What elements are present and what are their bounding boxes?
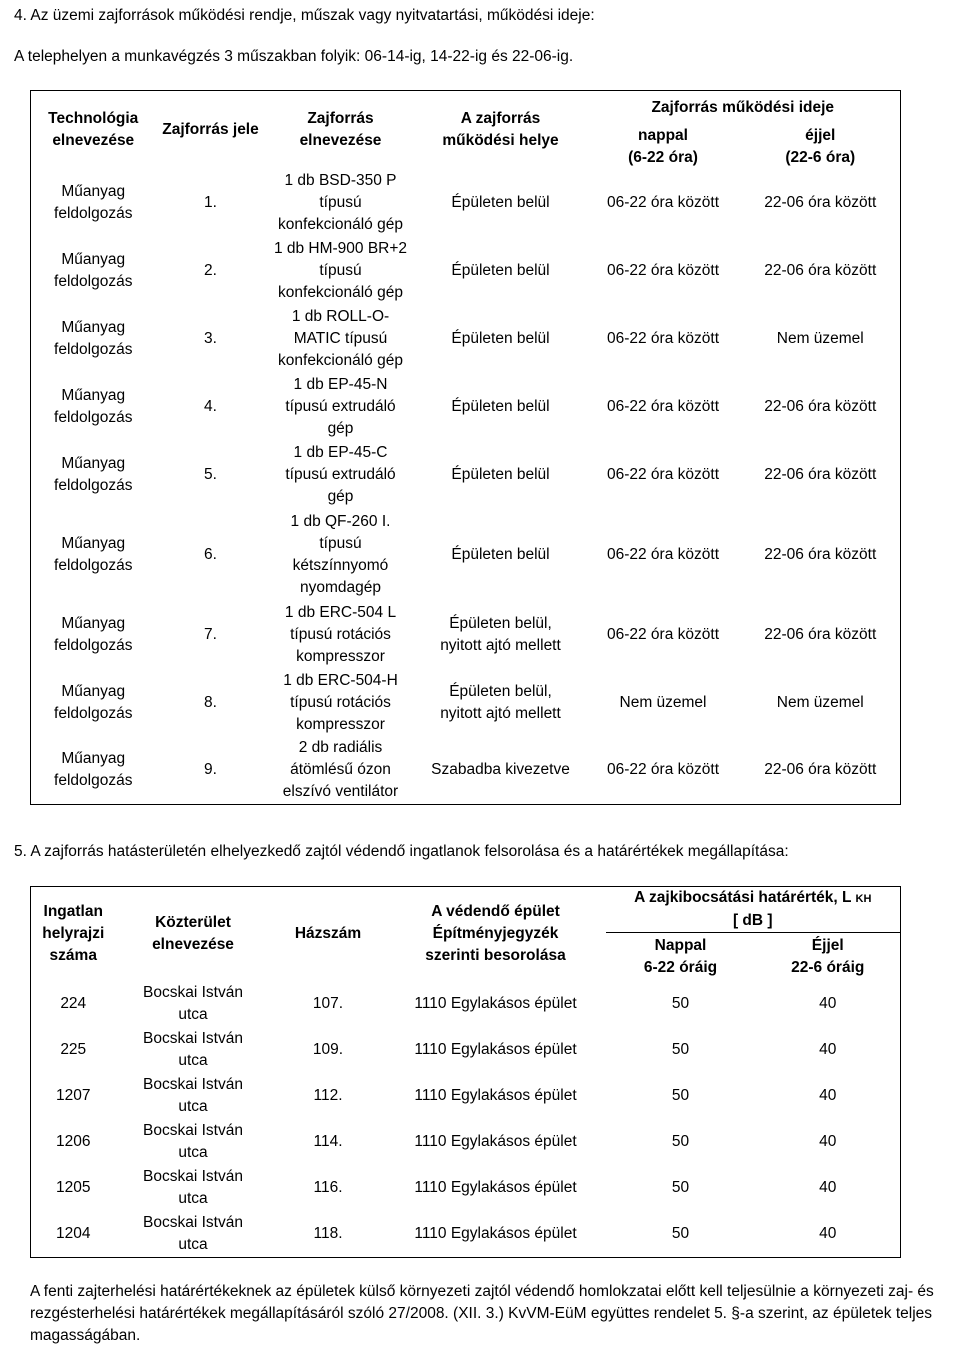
night-time-cell: Nem üzemel (776, 329, 864, 347)
category-cell: 1110 Egylakásos épület (414, 1225, 577, 1243)
table-row (31, 669, 901, 737)
day-time-cell: 06-22 óra között (606, 625, 719, 643)
house-number-cell: 109. (312, 1040, 344, 1058)
location-cell: Épületen belül (451, 397, 550, 415)
header-operating-time: Zajforrás működési ideje (651, 98, 835, 116)
source-name-cell: 1 db QF-260 I. típusú kétszínnyomó nyomdagép (290, 512, 391, 596)
section5-heading: 5. A zajforrás hatásterületén elhelyezkedő zajtól védendő ingatlanok felsorolása és a határértékek megállapítása: (14, 843, 789, 860)
table-row (31, 169, 901, 237)
header-category: A védendő épület Építményjegyzék szerinti besorolása (425, 902, 566, 964)
night-time-cell: 22-06 óra között (764, 193, 877, 211)
day-time-cell: 06-22 óra között (606, 397, 719, 415)
category-cell: 1110 Egylakásos épület (414, 1179, 577, 1197)
street-cell: Bocskai István utca (143, 1214, 243, 1254)
parcel-cell: 225 (60, 1040, 87, 1058)
technology-cell: Műanyag feldolgozás (54, 534, 133, 574)
limit-day-cell: 50 (671, 1225, 690, 1243)
limit-unit: [ dB ] (732, 912, 773, 929)
technology-cell: Műanyag feldolgozás (54, 318, 133, 358)
night-time-cell: 22-06 óra között (764, 465, 877, 483)
header-parcel: Ingatlan helyrajzi száma (42, 902, 105, 964)
source-id-cell: 9. (204, 761, 217, 779)
parcel-cell: 224 (60, 994, 87, 1012)
footer-note: A fenti zajterhelési határértékeknek az épületek külső környezeti zajtól védendő homlokzatai előtt kell teljesülnie a környezeti zaj- és rezgésterhelési határértékek megállapításáról szóló 27/2008. (XII. 3.) KvVM-EüM együttes rendelet 5. §-a szerint, az épületek teljes magasságában. (30, 1283, 934, 1344)
day-time-cell: 06-22 óra között (606, 329, 719, 347)
street-cell: Bocskai István utca (143, 1122, 243, 1162)
street-cell: Bocskai István utca (143, 1075, 243, 1115)
house-number-cell: 114. (313, 1133, 343, 1151)
location-cell: Szabadba kivezetve (431, 761, 570, 779)
location-cell: Épületen belül (451, 261, 550, 279)
house-number-cell: 112. (313, 1086, 343, 1104)
location-cell: Épületen belül, nyitott ajtó mellett (440, 682, 561, 722)
table-row (31, 1211, 901, 1257)
table-row (31, 237, 901, 305)
source-id-cell: 3. (204, 329, 217, 347)
parcel-cell: 1204 (56, 1225, 91, 1243)
source-name-cell: 1 db ERC-504 L típusú rotációs kompresszor (284, 603, 397, 665)
limit-day-cell: 50 (671, 1040, 690, 1058)
limit-night-cell: 40 (819, 1225, 837, 1243)
street-cell: Bocskai István utca (143, 1168, 243, 1208)
technology-cell: Műanyag feldolgozás (54, 682, 133, 722)
limit-day-cell: 50 (671, 1133, 690, 1151)
category-cell: 1110 Egylakásos épület (414, 994, 577, 1012)
parcel-cell: 1205 (56, 1179, 91, 1197)
technology-cell: Műanyag feldolgozás (54, 750, 133, 790)
header-limit (606, 887, 901, 933)
technology-cell: Műanyag feldolgozás (54, 182, 133, 222)
table-row (31, 305, 901, 373)
source-id-cell: 8. (204, 693, 217, 711)
limit-night-cell: 40 (819, 1133, 837, 1151)
header-limit-day: Nappal 6-22 óráig (606, 933, 756, 981)
section4-text: A telephelyen a munkavégzés 3 műszakban folyik: 06-14-ig, 14-22-ig és 22-06-ig. (14, 48, 574, 65)
street-cell: Bocskai István utca (143, 1029, 243, 1069)
parcel-cell: 1207 (56, 1086, 91, 1104)
table-row (31, 601, 901, 669)
source-id-cell: 4. (204, 397, 217, 415)
limit-title: A zajkibocsátási határérték, L (634, 889, 852, 906)
header-street: Közterület elnevezése (152, 913, 234, 953)
limit-night-cell: 40 (819, 994, 837, 1012)
header-house-number: Házszám (294, 924, 362, 942)
table-row (31, 441, 901, 509)
header-technology: Technológia elnevezése (48, 109, 139, 149)
location-cell: Épületen belül (451, 193, 550, 211)
source-id-cell: 1. (204, 193, 217, 211)
header-source-name: Zajforrás elnevezése (299, 109, 382, 149)
night-time-cell: 22-06 óra között (764, 397, 877, 415)
day-time-cell: 06-22 óra között (606, 193, 719, 211)
table-row (31, 1073, 901, 1119)
limit-night-cell: 40 (819, 1040, 837, 1058)
source-name-cell: 1 db HM-900 BR+2 típusú konfekcionáló gép (273, 239, 408, 301)
source-id-cell: 2. (204, 261, 217, 279)
location-cell: Épületen belül (451, 329, 550, 347)
night-time-cell: 22-06 óra között (764, 761, 877, 779)
night-time-cell: 22-06 óra között (764, 545, 877, 563)
technology-cell: Műanyag feldolgozás (54, 386, 133, 426)
day-time-cell: 06-22 óra között (606, 761, 719, 779)
house-number-cell: 118. (313, 1225, 343, 1243)
header-day: nappal (6-22 óra) (628, 126, 698, 166)
table-row (31, 1119, 901, 1165)
source-id-cell: 5. (204, 465, 217, 483)
limit-day-cell: 50 (671, 1086, 690, 1104)
limit-day-cell: 50 (671, 994, 690, 1012)
limit-night-cell: 40 (819, 1086, 837, 1104)
header-limit-night: Éjjel 22-6 óráig (756, 933, 901, 981)
source-name-cell: 1 db ROLL-O- MATIC típusú konfekcionáló gép (278, 307, 403, 369)
category-cell: 1110 Egylakásos épület (414, 1086, 577, 1104)
technology-cell: Műanyag feldolgozás (54, 454, 133, 494)
header-source-id: Zajforrás jele (162, 120, 259, 138)
table-row (31, 737, 901, 805)
day-time-cell: 06-22 óra között (606, 545, 719, 563)
limit-subscript: KH (855, 893, 872, 905)
limit-day-cell: 50 (671, 1179, 690, 1197)
source-name-cell: 1 db ERC-504-H típusú rotációs kompresszor (283, 671, 398, 733)
table-row (31, 509, 901, 601)
header-night: éjjel (22-6 óra) (785, 126, 856, 166)
location-cell: Épületen belül, nyitott ajtó mellett (440, 614, 561, 654)
table-row (31, 1165, 901, 1211)
house-number-cell: 116. (313, 1179, 343, 1197)
technology-cell: Műanyag feldolgozás (54, 250, 133, 290)
source-id-cell: 6. (204, 545, 217, 563)
table-row (31, 1027, 901, 1073)
house-number-cell: 107. (312, 994, 344, 1012)
category-cell: 1110 Egylakásos épület (414, 1133, 577, 1151)
category-cell: 1110 Egylakásos épület (414, 1040, 577, 1058)
technology-cell: Műanyag feldolgozás (54, 614, 133, 654)
limit-night-cell: 40 (819, 1179, 837, 1197)
table-row (31, 981, 901, 1027)
operating-times-table (30, 90, 901, 805)
day-time-cell: 06-22 óra között (606, 261, 719, 279)
table-row (31, 373, 901, 441)
location-cell: Épületen belül (451, 465, 550, 483)
source-name-cell: 1 db EP-45-N típusú extrudáló gép (285, 375, 396, 437)
night-time-cell: 22-06 óra között (764, 625, 877, 643)
day-time-cell: Nem üzemel (619, 693, 707, 711)
night-time-cell: 22-06 óra között (764, 261, 877, 279)
header-location: A zajforrás működési helye (442, 109, 559, 149)
parcel-cell: 1206 (56, 1133, 91, 1151)
source-name-cell: 1 db EP-45-C típusú extrudáló gép (285, 443, 396, 505)
section4-heading: 4. Az üzemi zajforrások működési rendje, műszak vagy nyitvatartási, működési ideje: (14, 7, 595, 24)
day-time-cell: 06-22 óra között (606, 465, 719, 483)
street-cell: Bocskai István utca (143, 983, 243, 1023)
location-cell: Épületen belül (451, 545, 550, 563)
source-id-cell: 7. (204, 625, 217, 643)
source-name-cell: 2 db radiális átömlésű ózon elszívó ventilátor (282, 739, 399, 801)
protected-properties-table (30, 886, 901, 1258)
night-time-cell: Nem üzemel (776, 693, 864, 711)
source-name-cell: 1 db BSD-350 P típusú konfekcionáló gép (278, 171, 403, 233)
